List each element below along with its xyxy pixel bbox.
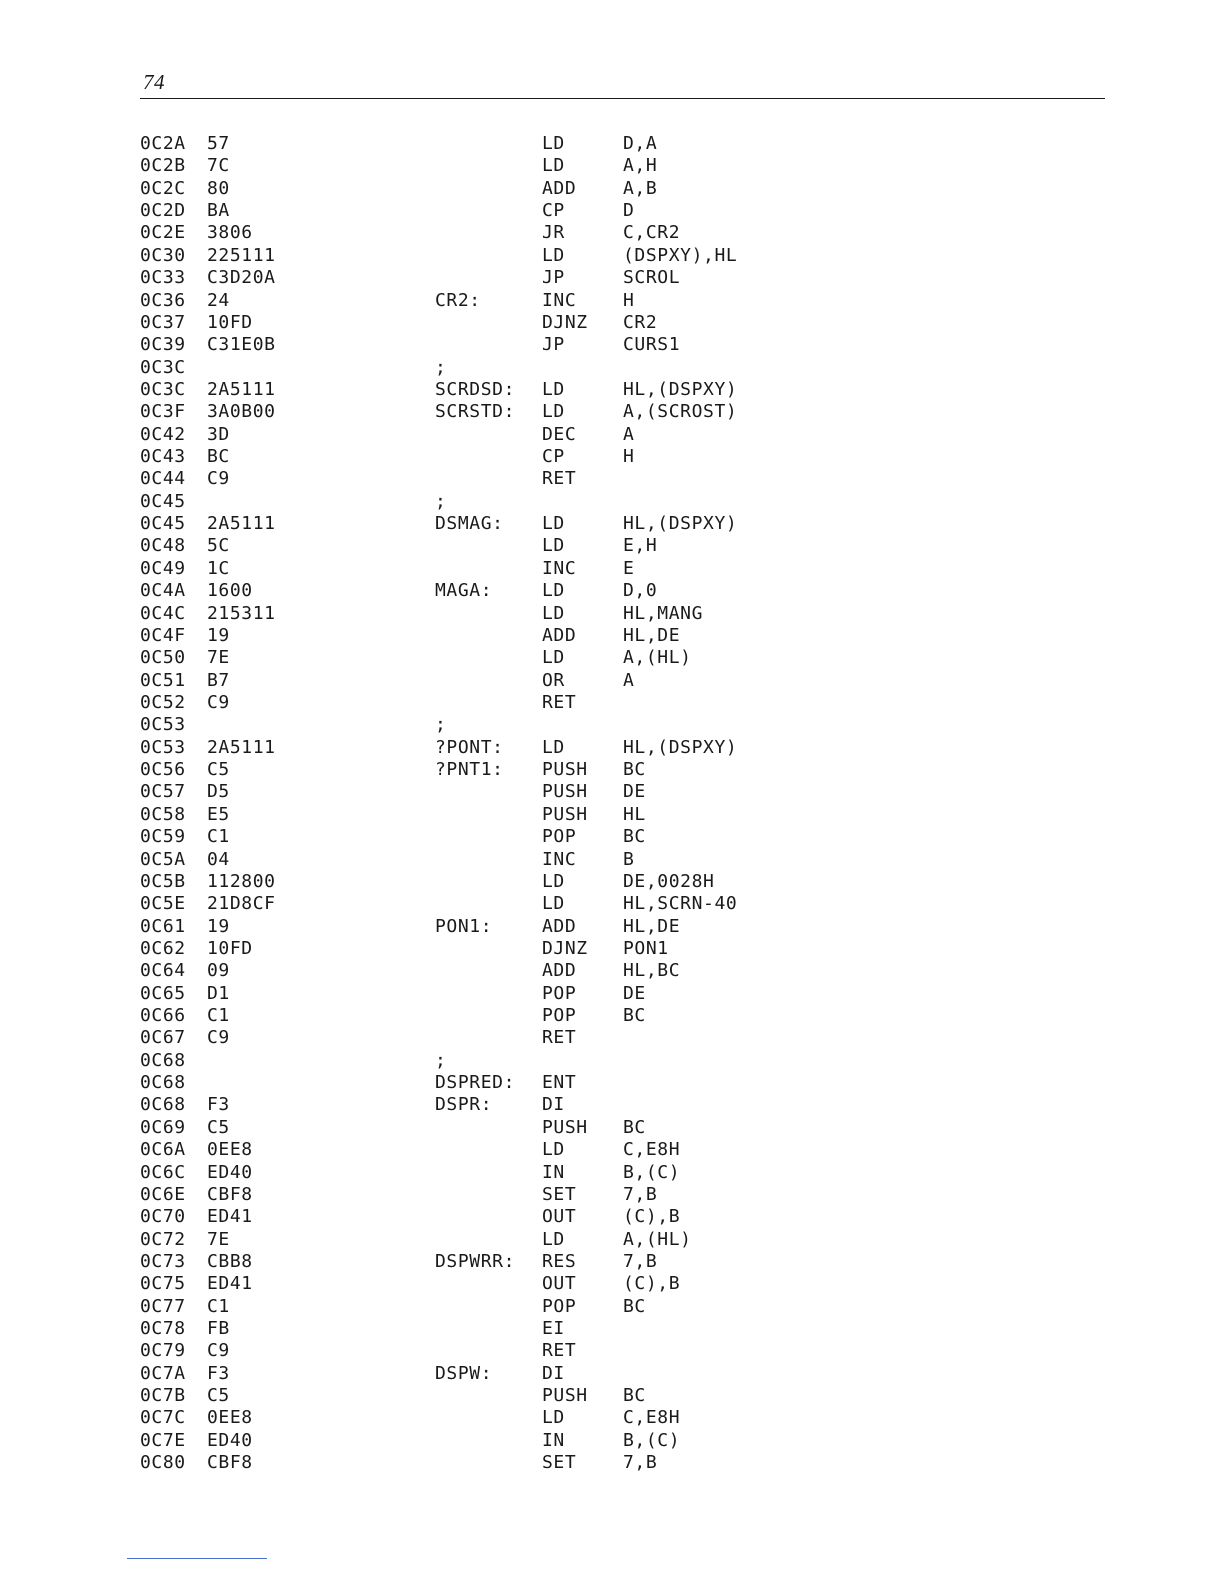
listing-line	[140, 513, 840, 535]
address-cell: 0C77	[140, 1295, 186, 1317]
mnemonic-cell: LD	[542, 244, 565, 266]
object-code-cell: 225111	[207, 244, 276, 266]
address-cell: 0C2D	[140, 200, 186, 222]
listing-line	[140, 1005, 840, 1027]
mnemonic-cell: LD	[542, 1139, 565, 1161]
object-code-cell: 10FD	[207, 311, 253, 333]
listing-line	[140, 1184, 840, 1206]
object-code-cell: 2A5111	[207, 513, 276, 535]
object-code-cell: C1	[207, 1005, 230, 1027]
address-cell: 0C78	[140, 1318, 186, 1340]
listing-line	[140, 1050, 840, 1072]
object-code-cell: 2A5111	[207, 736, 276, 758]
address-cell: 0C6E	[140, 1183, 186, 1205]
listing-line	[140, 670, 840, 692]
operand-cell: A	[623, 669, 635, 691]
operand-cell: HL,DE	[623, 915, 681, 937]
listing-line	[140, 1139, 840, 1161]
object-code-cell: BA	[207, 200, 230, 222]
object-code-cell: C9	[207, 468, 230, 490]
mnemonic-cell: LD	[542, 155, 565, 177]
mnemonic-cell: LD	[542, 580, 565, 602]
operand-cell: H	[623, 289, 635, 311]
address-cell: 0C58	[140, 803, 186, 825]
object-code-cell: 21D8CF	[207, 893, 276, 915]
object-code-cell: 04	[207, 848, 230, 870]
object-code-cell: F3	[207, 1094, 230, 1116]
address-cell: 0C7C	[140, 1407, 186, 1429]
address-cell: 0C80	[140, 1452, 186, 1474]
operand-cell: E,H	[623, 535, 658, 557]
label-cell: MAGA:	[435, 580, 493, 602]
mnemonic-cell: SET	[542, 1452, 577, 1474]
object-code-cell: C1	[207, 826, 230, 848]
listing-line	[140, 1229, 840, 1251]
operand-cell: A,(HL)	[623, 1228, 692, 1250]
listing-line	[140, 692, 840, 714]
operand-cell: PON1	[623, 937, 669, 959]
header-rule	[140, 98, 1105, 99]
mnemonic-cell: IN	[542, 1161, 565, 1183]
object-code-cell: D5	[207, 781, 230, 803]
address-cell: 0C3C	[140, 378, 186, 400]
address-cell: 0C44	[140, 468, 186, 490]
address-cell: 0C5E	[140, 893, 186, 915]
object-code-cell: C9	[207, 1340, 230, 1362]
mnemonic-cell: JP	[542, 334, 565, 356]
label-cell: SCRSTD:	[435, 401, 516, 423]
address-cell: 0C53	[140, 714, 186, 736]
operand-cell: 7,B	[623, 1183, 658, 1205]
operand-cell: (DSPXY),HL	[623, 244, 738, 266]
label-cell: ;	[435, 714, 447, 736]
object-code-cell: 3A0B00	[207, 401, 276, 423]
mnemonic-cell: OR	[542, 669, 565, 691]
listing-line	[140, 155, 840, 177]
operand-cell: DE	[623, 982, 646, 1004]
mnemonic-cell: OUT	[542, 1273, 577, 1295]
address-cell: 0C75	[140, 1273, 186, 1295]
address-cell: 0C4F	[140, 624, 186, 646]
address-cell: 0C39	[140, 334, 186, 356]
mnemonic-cell: LD	[542, 893, 565, 915]
object-code-cell: C5	[207, 1385, 230, 1407]
mnemonic-cell: JP	[542, 267, 565, 289]
listing-line	[140, 222, 840, 244]
object-code-cell: 7E	[207, 1228, 230, 1250]
operand-cell: HL,DE	[623, 624, 681, 646]
address-cell: 0C7E	[140, 1429, 186, 1451]
listing-line	[140, 1407, 840, 1429]
mnemonic-cell: DJNZ	[542, 937, 588, 959]
address-cell: 0C68	[140, 1049, 186, 1071]
listing-line	[140, 1117, 840, 1139]
object-code-cell: C5	[207, 1116, 230, 1138]
operand-cell: BC	[623, 1116, 646, 1138]
address-cell: 0C56	[140, 759, 186, 781]
listing-line	[140, 446, 840, 468]
listing-line	[140, 826, 840, 848]
address-cell: 0C30	[140, 244, 186, 266]
footnote-rule	[127, 1558, 267, 1559]
operand-cell: B	[623, 848, 635, 870]
operand-cell: D	[623, 200, 635, 222]
mnemonic-cell: LD	[542, 378, 565, 400]
operand-cell: BC	[623, 1385, 646, 1407]
mnemonic-cell: ADD	[542, 177, 577, 199]
object-code-cell: 3D	[207, 423, 230, 445]
address-cell: 0C5A	[140, 848, 186, 870]
mnemonic-cell: RET	[542, 1027, 577, 1049]
listing-line	[140, 983, 840, 1005]
object-code-cell: B7	[207, 669, 230, 691]
mnemonic-cell: EI	[542, 1318, 565, 1340]
operand-cell: HL,(DSPXY)	[623, 736, 738, 758]
listing-line	[140, 647, 840, 669]
operand-cell: HL,(DSPXY)	[623, 378, 738, 400]
address-cell: 0C4A	[140, 580, 186, 602]
listing-line	[140, 1273, 840, 1295]
mnemonic-cell: RET	[542, 1340, 577, 1362]
address-cell: 0C68	[140, 1072, 186, 1094]
object-code-cell: C1	[207, 1295, 230, 1317]
listing-line	[140, 1072, 840, 1094]
label-cell: DSMAG:	[435, 513, 504, 535]
address-cell: 0C73	[140, 1250, 186, 1272]
object-code-cell: C31E0B	[207, 334, 276, 356]
listing-line	[140, 491, 840, 513]
address-cell: 0C6C	[140, 1161, 186, 1183]
address-cell: 0C2A	[140, 133, 186, 154]
mnemonic-cell: LD	[542, 535, 565, 557]
label-cell: ;	[435, 490, 447, 512]
label-cell: DSPWRR:	[435, 1250, 516, 1272]
address-cell: 0C53	[140, 736, 186, 758]
address-cell: 0C37	[140, 311, 186, 333]
operand-cell: A,B	[623, 177, 658, 199]
label-cell: ?PONT:	[435, 736, 504, 758]
address-cell: 0C2C	[140, 177, 186, 199]
operand-cell: B,(C)	[623, 1161, 681, 1183]
operand-cell: D,0	[623, 580, 658, 602]
address-cell: 0C45	[140, 513, 186, 535]
object-code-cell: CBF8	[207, 1183, 253, 1205]
operand-cell: (C),B	[623, 1273, 681, 1295]
operand-cell: H	[623, 446, 635, 468]
mnemonic-cell: OUT	[542, 1206, 577, 1228]
operand-cell: DE	[623, 781, 646, 803]
listing-line	[140, 1094, 840, 1116]
listing-line	[140, 401, 840, 423]
address-cell: 0C61	[140, 915, 186, 937]
address-cell: 0C43	[140, 446, 186, 468]
listing-line	[140, 357, 840, 379]
mnemonic-cell: SET	[542, 1183, 577, 1205]
object-code-cell: E5	[207, 803, 230, 825]
mnemonic-cell: LD	[542, 513, 565, 535]
address-cell: 0C48	[140, 535, 186, 557]
mnemonic-cell: PUSH	[542, 759, 588, 781]
mnemonic-cell: PUSH	[542, 781, 588, 803]
address-cell: 0C2B	[140, 155, 186, 177]
listing-line	[140, 759, 840, 781]
operand-cell: SCROL	[623, 267, 681, 289]
operand-cell: C,E8H	[623, 1139, 681, 1161]
assembly-listing	[140, 133, 840, 1475]
object-code-cell: C3D20A	[207, 267, 276, 289]
operand-cell: BC	[623, 1005, 646, 1027]
operand-cell: A,H	[623, 155, 658, 177]
object-code-cell: 80	[207, 177, 230, 199]
listing-line	[140, 871, 840, 893]
listing-line	[140, 781, 840, 803]
object-code-cell: ED41	[207, 1206, 253, 1228]
operand-cell: D,A	[623, 133, 658, 154]
object-code-cell: ED40	[207, 1429, 253, 1451]
label-cell: DSPRED:	[435, 1072, 516, 1094]
mnemonic-cell: CP	[542, 446, 565, 468]
listing-line	[140, 893, 840, 915]
listing-line	[140, 535, 840, 557]
object-code-cell: F3	[207, 1362, 230, 1384]
listing-line	[140, 1027, 840, 1049]
mnemonic-cell: DI	[542, 1362, 565, 1384]
listing-line	[140, 290, 840, 312]
object-code-cell: 7E	[207, 647, 230, 669]
operand-cell: (C),B	[623, 1206, 681, 1228]
listing-line	[140, 133, 840, 155]
listing-line	[140, 312, 840, 334]
mnemonic-cell: ADD	[542, 960, 577, 982]
operand-cell: HL,SCRN-40	[623, 893, 738, 915]
address-cell: 0C2E	[140, 222, 186, 244]
object-code-cell: D1	[207, 982, 230, 1004]
listing-line	[140, 603, 840, 625]
address-cell: 0C64	[140, 960, 186, 982]
operand-cell: BC	[623, 759, 646, 781]
listing-line	[140, 938, 840, 960]
operand-cell: BC	[623, 1295, 646, 1317]
mnemonic-cell: RET	[542, 468, 577, 490]
address-cell: 0C42	[140, 423, 186, 445]
address-cell: 0C7B	[140, 1385, 186, 1407]
object-code-cell: 0EE8	[207, 1407, 253, 1429]
label-cell: DSPW:	[435, 1362, 493, 1384]
listing-line	[140, 1318, 840, 1340]
object-code-cell: 19	[207, 624, 230, 646]
listing-line	[140, 916, 840, 938]
operand-cell: BC	[623, 826, 646, 848]
address-cell: 0C49	[140, 557, 186, 579]
label-cell: ?PNT1:	[435, 759, 504, 781]
mnemonic-cell: JR	[542, 222, 565, 244]
address-cell: 0C57	[140, 781, 186, 803]
address-cell: 0C59	[140, 826, 186, 848]
mnemonic-cell: LD	[542, 602, 565, 624]
object-code-cell: C9	[207, 691, 230, 713]
listing-line	[140, 334, 840, 356]
object-code-cell: ED40	[207, 1161, 253, 1183]
object-code-cell: 7C	[207, 155, 230, 177]
listing-line	[140, 379, 840, 401]
mnemonic-cell: ADD	[542, 915, 577, 937]
mnemonic-cell: IN	[542, 1429, 565, 1451]
listing-line	[140, 1206, 840, 1228]
operand-cell: HL	[623, 803, 646, 825]
address-cell: 0C3F	[140, 401, 186, 423]
object-code-cell: 19	[207, 915, 230, 937]
object-code-cell: 112800	[207, 870, 276, 892]
listing-line	[140, 1162, 840, 1184]
operand-cell: A,(SCROST)	[623, 401, 738, 423]
mnemonic-cell: POP	[542, 982, 577, 1004]
mnemonic-cell: INC	[542, 289, 577, 311]
listing-line	[140, 1296, 840, 1318]
object-code-cell: 1600	[207, 580, 253, 602]
address-cell: 0C72	[140, 1228, 186, 1250]
mnemonic-cell: LD	[542, 1407, 565, 1429]
label-cell: ;	[435, 356, 447, 378]
mnemonic-cell: POP	[542, 1295, 577, 1317]
label-cell: DSPR:	[435, 1094, 493, 1116]
mnemonic-cell: LD	[542, 133, 565, 154]
listing-line	[140, 558, 840, 580]
object-code-cell: C5	[207, 759, 230, 781]
label-cell: CR2:	[435, 289, 481, 311]
object-code-cell: 5C	[207, 535, 230, 557]
listing-line	[140, 468, 840, 490]
mnemonic-cell: LD	[542, 736, 565, 758]
object-code-cell: FB	[207, 1318, 230, 1340]
operand-cell: DE,0028H	[623, 870, 715, 892]
address-cell: 0C6A	[140, 1139, 186, 1161]
listing-line	[140, 245, 840, 267]
listing-line	[140, 1430, 840, 1452]
listing-line	[140, 267, 840, 289]
address-cell: 0C33	[140, 267, 186, 289]
address-cell: 0C67	[140, 1027, 186, 1049]
address-cell: 0C66	[140, 1005, 186, 1027]
listing-line	[140, 625, 840, 647]
object-code-cell: CBB8	[207, 1250, 253, 1272]
mnemonic-cell: LD	[542, 870, 565, 892]
operand-cell: A	[623, 423, 635, 445]
mnemonic-cell: DEC	[542, 423, 577, 445]
listing-line	[140, 178, 840, 200]
object-code-cell: 57	[207, 133, 230, 154]
operand-cell: CR2	[623, 311, 658, 333]
object-code-cell: ED41	[207, 1273, 253, 1295]
listing-line	[140, 1385, 840, 1407]
address-cell: 0C62	[140, 937, 186, 959]
operand-cell: B,(C)	[623, 1429, 681, 1451]
object-code-cell: C9	[207, 1027, 230, 1049]
listing-line	[140, 1363, 840, 1385]
mnemonic-cell: POP	[542, 826, 577, 848]
mnemonic-cell: PUSH	[542, 1116, 588, 1138]
address-cell: 0C69	[140, 1116, 186, 1138]
label-cell: PON1:	[435, 915, 493, 937]
object-code-cell: 3806	[207, 222, 253, 244]
listing-line	[140, 200, 840, 222]
mnemonic-cell: ADD	[542, 624, 577, 646]
object-code-cell: BC	[207, 446, 230, 468]
object-code-cell: 24	[207, 289, 230, 311]
listing-line	[140, 424, 840, 446]
address-cell: 0C52	[140, 691, 186, 713]
operand-cell: HL,BC	[623, 960, 681, 982]
operand-cell: C,E8H	[623, 1407, 681, 1429]
operand-cell: 7,B	[623, 1452, 658, 1474]
address-cell: 0C7A	[140, 1362, 186, 1384]
mnemonic-cell: POP	[542, 1005, 577, 1027]
address-cell: 0C3C	[140, 356, 186, 378]
label-cell: ;	[435, 1049, 447, 1071]
listing-line	[140, 1340, 840, 1362]
mnemonic-cell: DJNZ	[542, 311, 588, 333]
mnemonic-cell: LD	[542, 647, 565, 669]
listing-line	[140, 849, 840, 871]
mnemonic-cell: DI	[542, 1094, 565, 1116]
address-cell: 0C70	[140, 1206, 186, 1228]
mnemonic-cell: PUSH	[542, 1385, 588, 1407]
object-code-cell: 0EE8	[207, 1139, 253, 1161]
object-code-cell: 2A5111	[207, 378, 276, 400]
address-cell: 0C5B	[140, 870, 186, 892]
address-cell: 0C50	[140, 647, 186, 669]
listing-line	[140, 737, 840, 759]
operand-cell: A,(HL)	[623, 647, 692, 669]
mnemonic-cell: LD	[542, 401, 565, 423]
object-code-cell: CBF8	[207, 1452, 253, 1474]
address-cell: 0C45	[140, 490, 186, 512]
address-cell: 0C51	[140, 669, 186, 691]
listing-line	[140, 960, 840, 982]
operand-cell: C,CR2	[623, 222, 681, 244]
address-cell: 0C36	[140, 289, 186, 311]
operand-cell: HL,(DSPXY)	[623, 513, 738, 535]
operand-cell: CURS1	[623, 334, 681, 356]
listing-line	[140, 1251, 840, 1273]
mnemonic-cell: LD	[542, 1228, 565, 1250]
object-code-cell: 10FD	[207, 937, 253, 959]
listing-line	[140, 580, 840, 602]
object-code-cell: 1C	[207, 557, 230, 579]
page-number: 74	[143, 70, 165, 94]
listing-line	[140, 804, 840, 826]
mnemonic-cell: INC	[542, 557, 577, 579]
listing-line	[140, 1452, 840, 1474]
mnemonic-cell: ENT	[542, 1072, 577, 1094]
mnemonic-cell: RET	[542, 691, 577, 713]
operand-cell: E	[623, 557, 635, 579]
label-cell: SCRDSD:	[435, 378, 516, 400]
address-cell: 0C79	[140, 1340, 186, 1362]
mnemonic-cell: INC	[542, 848, 577, 870]
operand-cell: 7,B	[623, 1250, 658, 1272]
operand-cell: HL,MANG	[623, 602, 704, 624]
address-cell: 0C68	[140, 1094, 186, 1116]
object-code-cell: 215311	[207, 602, 276, 624]
address-cell: 0C4C	[140, 602, 186, 624]
listing-line	[140, 714, 840, 736]
mnemonic-cell: PUSH	[542, 803, 588, 825]
mnemonic-cell: CP	[542, 200, 565, 222]
mnemonic-cell: RES	[542, 1250, 577, 1272]
address-cell: 0C65	[140, 982, 186, 1004]
object-code-cell: 09	[207, 960, 230, 982]
